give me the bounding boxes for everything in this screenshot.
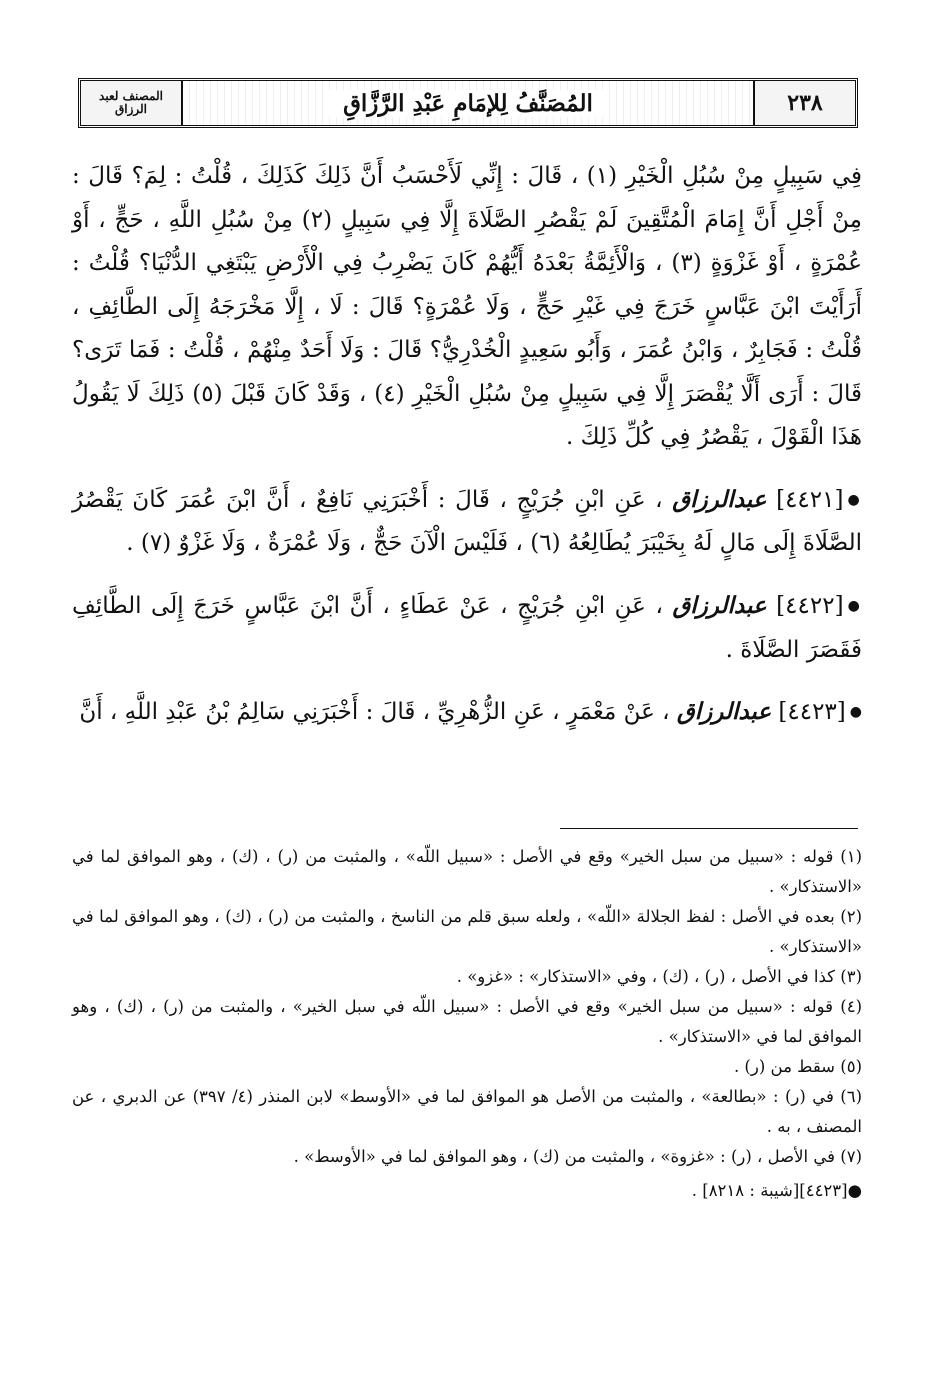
footnote-text: بعده في الأصل : لفظ الجلالة «اللّه» ، ولعله سبق قلم من الناسخ ، والمثبت من (ر) ، (ك) ، وهو الموافق لما في «الاستذكار» . bbox=[72, 907, 862, 956]
bullet-icon: ● bbox=[849, 704, 862, 721]
hadith-number: [٤٤٢١] bbox=[776, 486, 844, 513]
main-text bbox=[72, 155, 862, 735]
hadith-number: [٤٤٢٢] bbox=[776, 592, 844, 619]
bullet-icon: ● bbox=[847, 491, 863, 508]
footnote-text: في (ر) : «بطالعة» ، والمثبت من الأصل هو الموافق لما في «الأوسط» لابن المنذر (٤/ ٣٩٧) عن الدبري ، عن المصنف ، به . bbox=[72, 1087, 862, 1136]
hadith-4421 bbox=[72, 478, 862, 566]
hadith-4423 bbox=[72, 690, 862, 735]
emblem-text: المصنف لعبد الرزاق bbox=[99, 89, 163, 116]
hadith-author: عبدالرزاق bbox=[672, 485, 767, 513]
hadith-text: ، عَنْ مَعْمَرٍ ، عَنِ الزُّهْرِيِّ ، قَالَ : أَخْبَرَنِي سَالِمُ بْنُ عَبْدِ اللَّهِ ، أَنَّ bbox=[79, 699, 670, 725]
footnote-1 bbox=[72, 842, 862, 902]
footnotes bbox=[72, 842, 862, 1206]
footnote-2 bbox=[72, 902, 862, 962]
hadith-author: عبدالرزاق bbox=[676, 698, 772, 725]
footnote-label: (٢) bbox=[840, 907, 862, 926]
hadith-author: عبدالرزاق bbox=[672, 591, 767, 619]
cross-reference bbox=[72, 1176, 862, 1206]
hadith-text: ، عَنِ ابْنِ جُرَيْجٍ ، عَنْ عَطَاءٍ ، أَنَّ ابْنَ عَبَّاسٍ خَرَجَ إِلَى الطَّائِفِ فَقَصَرَ الصَّلَاةَ . bbox=[72, 592, 862, 663]
bullet-icon: ● bbox=[847, 598, 863, 614]
footnote-label: (١) bbox=[840, 847, 862, 866]
footnote-5 bbox=[72, 1052, 862, 1082]
footnote-3 bbox=[72, 962, 862, 992]
footnote-text: كذا في الأصل ، (ر) ، (ك) ، وفي «الاستذكار» : «غزو» . bbox=[456, 967, 835, 986]
hadith-4422 bbox=[72, 584, 862, 672]
running-title-text: المُصَنَّفُ لِلإمَامِ عَبْدِ الرَّزَّاقِ bbox=[329, 90, 607, 117]
reference-number: [٤٤٢٣] bbox=[799, 1181, 848, 1200]
hadith-text: ، عَنِ ابْنِ جُرَيْجٍ ، قَالَ : أَخْبَرَنِي نَافِعٌ ، أَنَّ ابْنَ عُمَرَ كَانَ يَقْصُرُ الصَّلَاةَ إِلَى مَالٍ لَهُ بِخَيْبَرَ يُطَالِعُهُ (٦) ، فَلَيْسَ الْآنَ حَجٌّ ، وَلَا عُمْرَةٌ ، وَلَا غَزْوٌ (٧) . bbox=[72, 486, 862, 557]
continued-paragraph: فِي سَبِيلٍ مِنْ سُبُلِ الْخَيْرِ (١) ، قَالَ : إِنِّي لَأَحْسَبُ أَنَّ ذَلِكَ كَذَلِكَ ، قُلْتُ : لِمَ؟ قَالَ : مِنْ أَجْلِ أَنَّ إِمَامَ الْمُتَّقِينَ لَمْ يَقْصُرِ الصَّلَاةَ إِلَّا فِي سَبِيلٍ (٢) مِنْ سُبُلِ اللَّهِ ، حَجٍّ ، أَوْ عُمْرَةٍ ، أَوْ غَزْوَةٍ (٣) ، وَالْأَئِمَّةُ بَعْدَهُ أَيُّهُمْ كَانَ يَضْرِبُ فِي الْأَرْضِ يَبْتَغِي الدُّنْيَا؟ قُلْتُ : أَرَأَيْتَ ابْنَ عَبَّاسٍ خَرَجَ فِي غَيْرِ حَجٍّ ، وَلَا عُمْرَةٍ؟ قَالَ : لَا ، إِلَّا مَخْرَجَهُ إِلَى الطَّائِفِ ، قُلْتُ : فَجَابِرٌ ، وَابْنُ عُمَرَ ، وَأَبُو سَعِيدٍ الْخُدْرِيُّ؟ قَالَ : وَلَا أَحَدٌ مِنْهُمْ ، قُلْتُ : فَمَا تَرَى؟ قَالَ : أَرَى أَلَّا يُقْصَرَ إِلَّا فِي سَبِيلٍ مِنْ سُبُلِ الْخَيْرِ (٤) ، وَقَدْ كَانَ قَبْلَ (٥) ذَلِكَ لَا يَقُولُ هَذَا الْقَوْلَ ، يَقْصُرُ فِي كُلِّ ذَلِكَ . bbox=[72, 163, 862, 450]
footnote-label: (٤) bbox=[840, 997, 863, 1016]
footnote-text: قوله : «سبيل من سبل الخير» وقع في الأصل : «سبيل اللّه في سبل الخير» ، والمثبت من (ر) ، (ك) ، وهو الموافق لما في «الاستذكار» . bbox=[72, 997, 862, 1046]
page-header bbox=[78, 78, 858, 128]
footnote-4 bbox=[72, 992, 862, 1052]
footnote-divider bbox=[560, 828, 858, 829]
hadith-number: [٤٤٢٣] bbox=[778, 699, 846, 725]
footnote-label: (٦) bbox=[840, 1087, 862, 1106]
running-title bbox=[183, 81, 753, 125]
footnote-label: (٣) bbox=[840, 967, 862, 986]
footnote-text: سقط من (ر) . bbox=[733, 1057, 835, 1076]
emblem-logo bbox=[81, 81, 183, 125]
footnote-text: قوله : «سبيل من سبل الخير» وقع في الأصل : «سبيل اللّه» ، والمثبت من (ر) ، (ك) ، وهو الموافق لما في «الاستذكار» . bbox=[72, 847, 862, 896]
bullet-icon: ● bbox=[847, 1181, 862, 1200]
footnote-label: (٧) bbox=[840, 1147, 862, 1166]
footnote-label: (٥) bbox=[840, 1057, 862, 1076]
page-number: ٢٣٨ bbox=[753, 81, 855, 125]
footnote-6 bbox=[72, 1082, 862, 1142]
reference-text: [شيبة : ٨٢١٨] . bbox=[691, 1181, 800, 1200]
footnote-7 bbox=[72, 1142, 862, 1172]
footnote-text: في الأصل ، (ر) : «غزوة» ، والمثبت من (ك) ، وهو الموافق لما في «الأوسط» . bbox=[293, 1147, 835, 1166]
